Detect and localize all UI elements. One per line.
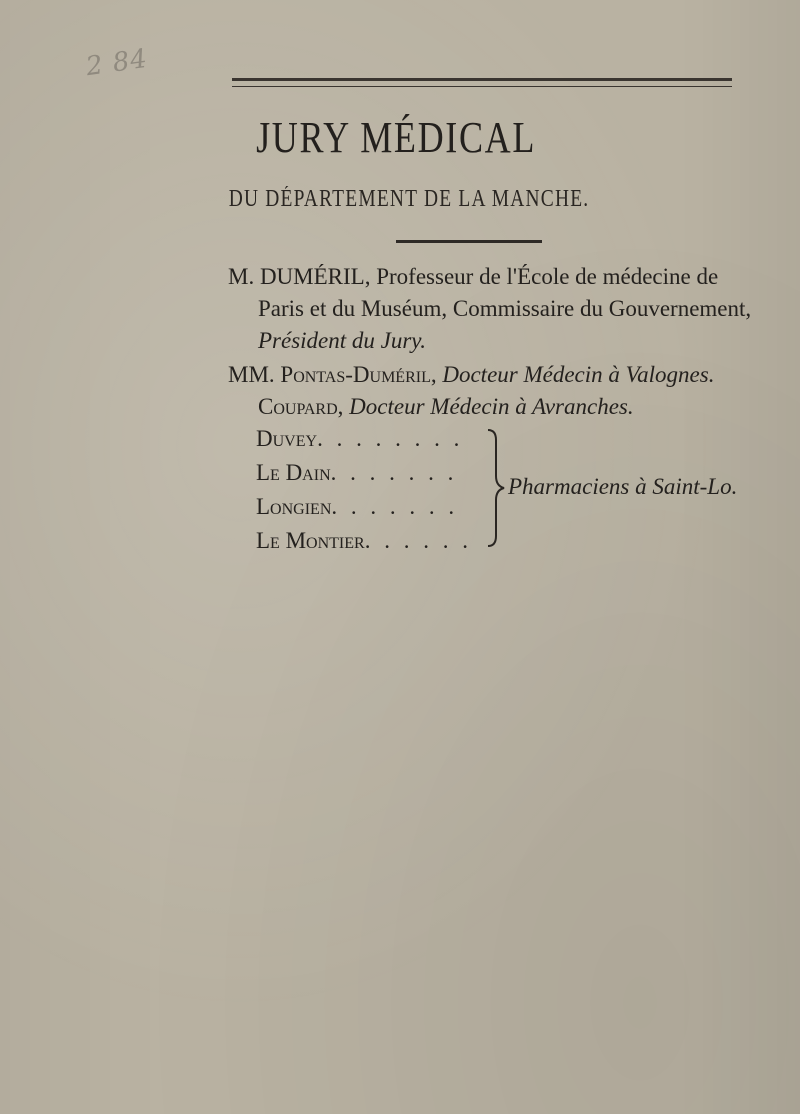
pharmacist-row bbox=[256, 460, 457, 486]
handwritten-annotation: 2 84 bbox=[84, 43, 150, 83]
pharmacist-row bbox=[256, 494, 458, 520]
pharmacist-row bbox=[256, 528, 472, 554]
section-divider bbox=[396, 240, 542, 243]
president-name: M. DUMÉRIL bbox=[228, 264, 365, 289]
pharmacist-name: Le Montier bbox=[256, 528, 365, 553]
president-line-1 bbox=[228, 264, 718, 290]
leader-dots: . . . . . . bbox=[364, 528, 472, 553]
members-prefix: MM. bbox=[228, 362, 275, 387]
member-2-separator: , bbox=[337, 394, 350, 419]
member-line-1 bbox=[228, 362, 714, 388]
pharmacist-name: Longien bbox=[256, 494, 332, 519]
leader-dots: . . . . . . . bbox=[330, 460, 458, 485]
page-subtitle: DU DÉPARTEMENT DE LA MANCHE. bbox=[228, 186, 590, 212]
member-1-name: Pontas-Duméril bbox=[280, 362, 431, 387]
member-2-name: Coupard bbox=[258, 394, 338, 419]
president-line-3: Président du Jury. bbox=[258, 328, 426, 353]
member-line-2 bbox=[258, 394, 634, 420]
leader-dots: . . . . . . . bbox=[331, 494, 459, 519]
pharmacist-name: Le Dain bbox=[256, 460, 331, 485]
member-2-title: Docteur Médecin à Avranches. bbox=[349, 394, 634, 419]
pharmacist-name: Duvey bbox=[256, 426, 318, 451]
pharmacists-group-label: Pharmaciens à Saint-Lo. bbox=[508, 474, 738, 499]
top-rule-thick bbox=[232, 78, 732, 81]
member-1-separator: , bbox=[430, 362, 443, 387]
president-title-start: , Professeur de l'École de médecine de bbox=[364, 264, 719, 289]
leader-dots: . . . . . . . . bbox=[317, 426, 464, 451]
president-line-2: Paris et du Muséum, Commissaire du Gouvernement, bbox=[258, 296, 752, 321]
member-1-title: Docteur Médecin à Valognes. bbox=[442, 362, 715, 387]
pharmacist-row bbox=[256, 426, 463, 452]
top-rule-thin bbox=[232, 86, 732, 87]
page-title: JURY MÉDICAL bbox=[256, 113, 537, 162]
